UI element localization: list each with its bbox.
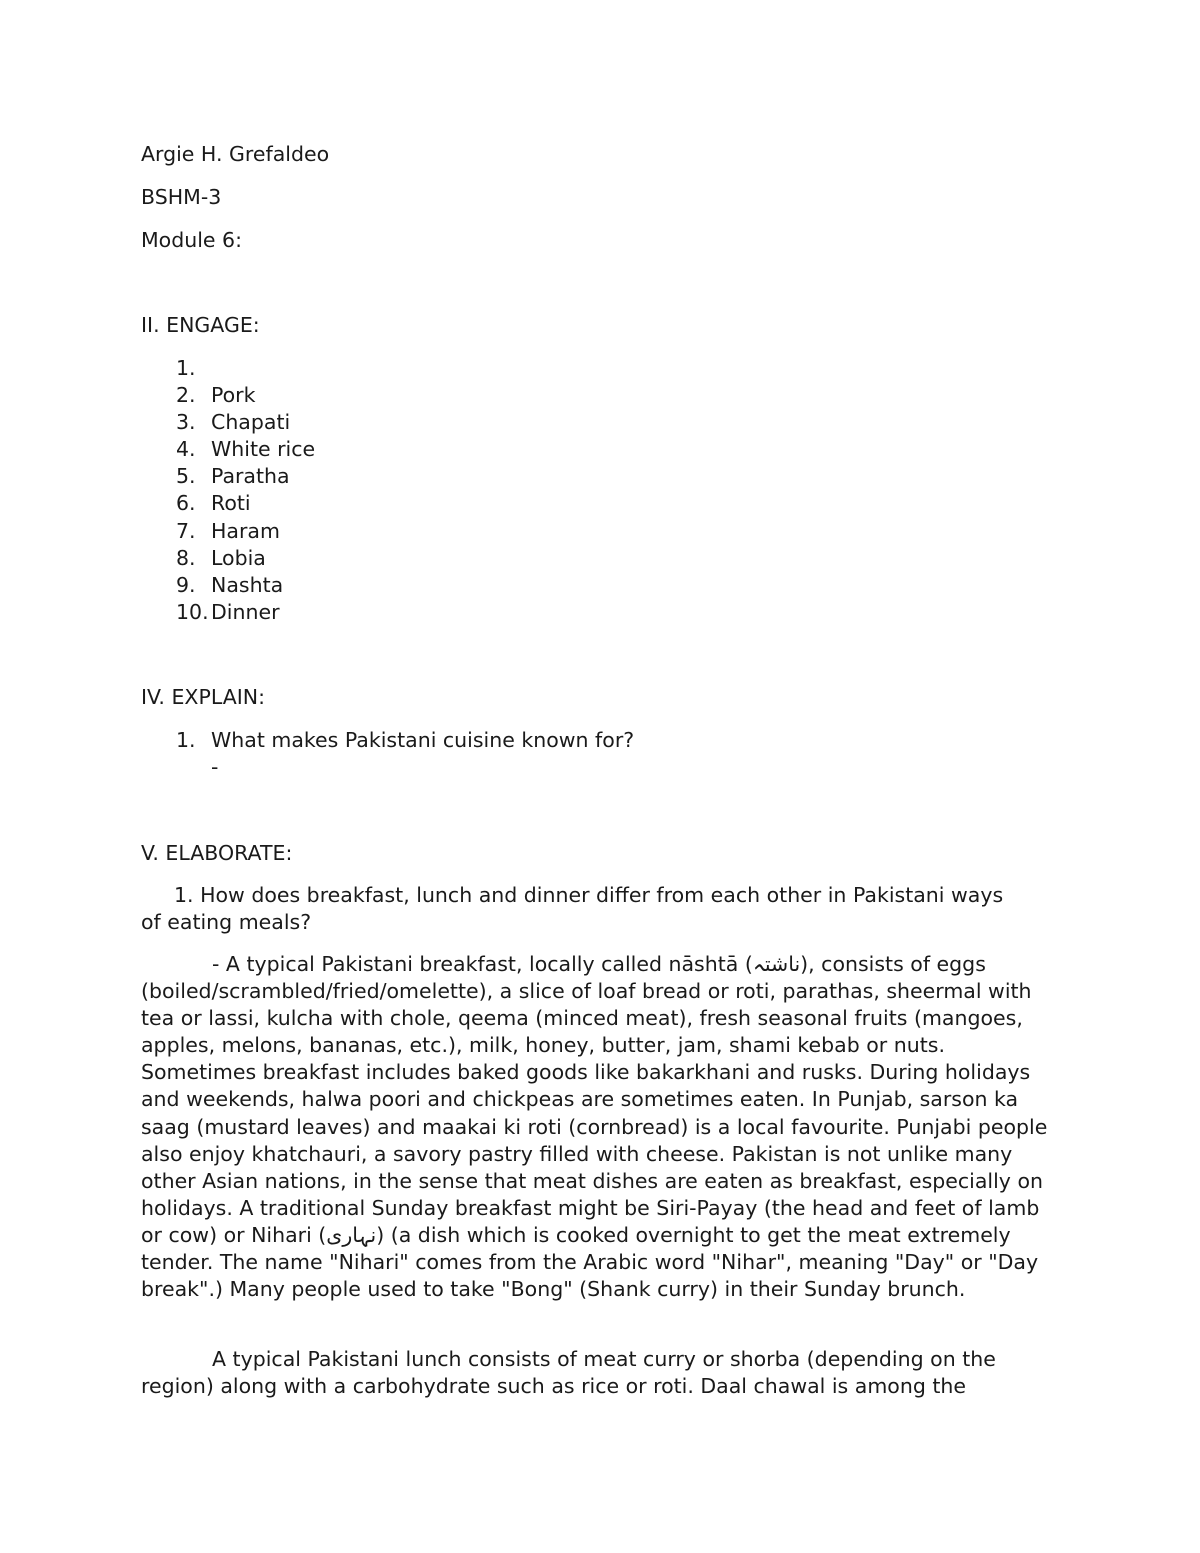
question-text: What makes Pakistani cuisine known for? bbox=[211, 728, 635, 752]
module-label: Module 6: bbox=[141, 228, 243, 252]
lunch-paragraph-text: A typical Pakistani lunch consists of meat curry or shorba (depending on the region) along with a carbohydrate such as rice or roti. Daal chawal is among the bbox=[141, 1347, 996, 1399]
list-item-number: 8. bbox=[176, 545, 196, 570]
list-item-number: 4. bbox=[176, 437, 196, 462]
student-name: Argie H. Grefaldeo bbox=[141, 142, 330, 166]
engage-list bbox=[176, 355, 315, 626]
explain-heading: IV. EXPLAIN: bbox=[141, 685, 266, 709]
breakfast-paragraph bbox=[141, 951, 1056, 1303]
list-item-text: White rice bbox=[211, 437, 316, 462]
lunch-paragraph bbox=[141, 1346, 1056, 1400]
list-item-text: Pork bbox=[211, 383, 256, 408]
question-number: 1. bbox=[176, 728, 196, 752]
list-item-number: 7. bbox=[176, 518, 196, 543]
list-item bbox=[176, 545, 315, 572]
list-item bbox=[176, 599, 315, 626]
student-section: BSHM-3 bbox=[141, 185, 222, 209]
list-item-text: Dinner bbox=[211, 599, 280, 624]
list-item bbox=[176, 518, 315, 545]
engage-heading: II. ENGAGE: bbox=[141, 313, 260, 337]
list-item-text: Lobia bbox=[211, 545, 266, 570]
explain-answer: - bbox=[211, 755, 219, 779]
list-item-text: Chapati bbox=[211, 410, 291, 435]
list-item-number: 1. bbox=[176, 356, 196, 380]
elaborate-question-line-1: 1. How does breakfast, lunch and dinner differ from each other in Pakistani ways bbox=[174, 883, 1004, 907]
list-item bbox=[176, 490, 315, 517]
explain-question bbox=[176, 727, 634, 753]
list-item-text: Paratha bbox=[211, 464, 290, 489]
list-item bbox=[176, 436, 315, 463]
elaborate-heading: V. ELABORATE: bbox=[141, 841, 293, 865]
list-item bbox=[176, 463, 315, 490]
list-item-number: 5. bbox=[176, 464, 196, 489]
list-item-number: 3. bbox=[176, 410, 196, 435]
list-item bbox=[176, 382, 315, 409]
elaborate-question-line-2: of eating meals? bbox=[141, 910, 312, 934]
list-item-text: Haram bbox=[211, 518, 280, 543]
list-item bbox=[176, 355, 315, 382]
list-item-number: 2. bbox=[176, 383, 196, 408]
list-item bbox=[176, 409, 315, 436]
list-item-number: 10. bbox=[176, 599, 209, 624]
list-item-text: Nashta bbox=[211, 572, 284, 597]
breakfast-paragraph-text: - A typical Pakistani breakfast, locally called nāshtā (ناشتہ), consists of eggs (boiled/scrambled/fried/omelette), a slice of loaf bread or roti, parathas, sheermal with tea or lassi, kulcha with chole, qeema (minced meat), fresh seasonal fruits (mangoes, apples, melons, bananas, etc.), milk, honey, butter, jam, shami kebab or nuts. Sometimes breakfast includes baked goods like bakarkhani and rusks. During holidays and weekends, halwa poori and chickpeas are sometimes eaten. In Punjab, sarson ka saag (mustard leaves) and maakai ki roti (cornbread) is a local favourite. Punjabi people also enjoy khatchauri, a savory pastry filled with cheese. Pakistan is not unlike many other Asian nations, in the sense that meat dishes are eaten as breakfast, especially on holidays. A traditional Sunday breakfast might be Siri-Payay (the head and feet of lamb or cow) or Nihari (نہاری) (a dish which is cooked overnight to get the meat extremely tender. The name "Nihari" comes from the Arabic word "Nihar", meaning "Day" or "Day break".) Many people used to take "Bong" (Shank curry) in their Sunday brunch. bbox=[141, 952, 1048, 1302]
list-item bbox=[176, 572, 315, 599]
list-item-number: 9. bbox=[176, 572, 196, 597]
list-item-number: 6. bbox=[176, 491, 196, 516]
list-item-text: Roti bbox=[211, 491, 251, 516]
